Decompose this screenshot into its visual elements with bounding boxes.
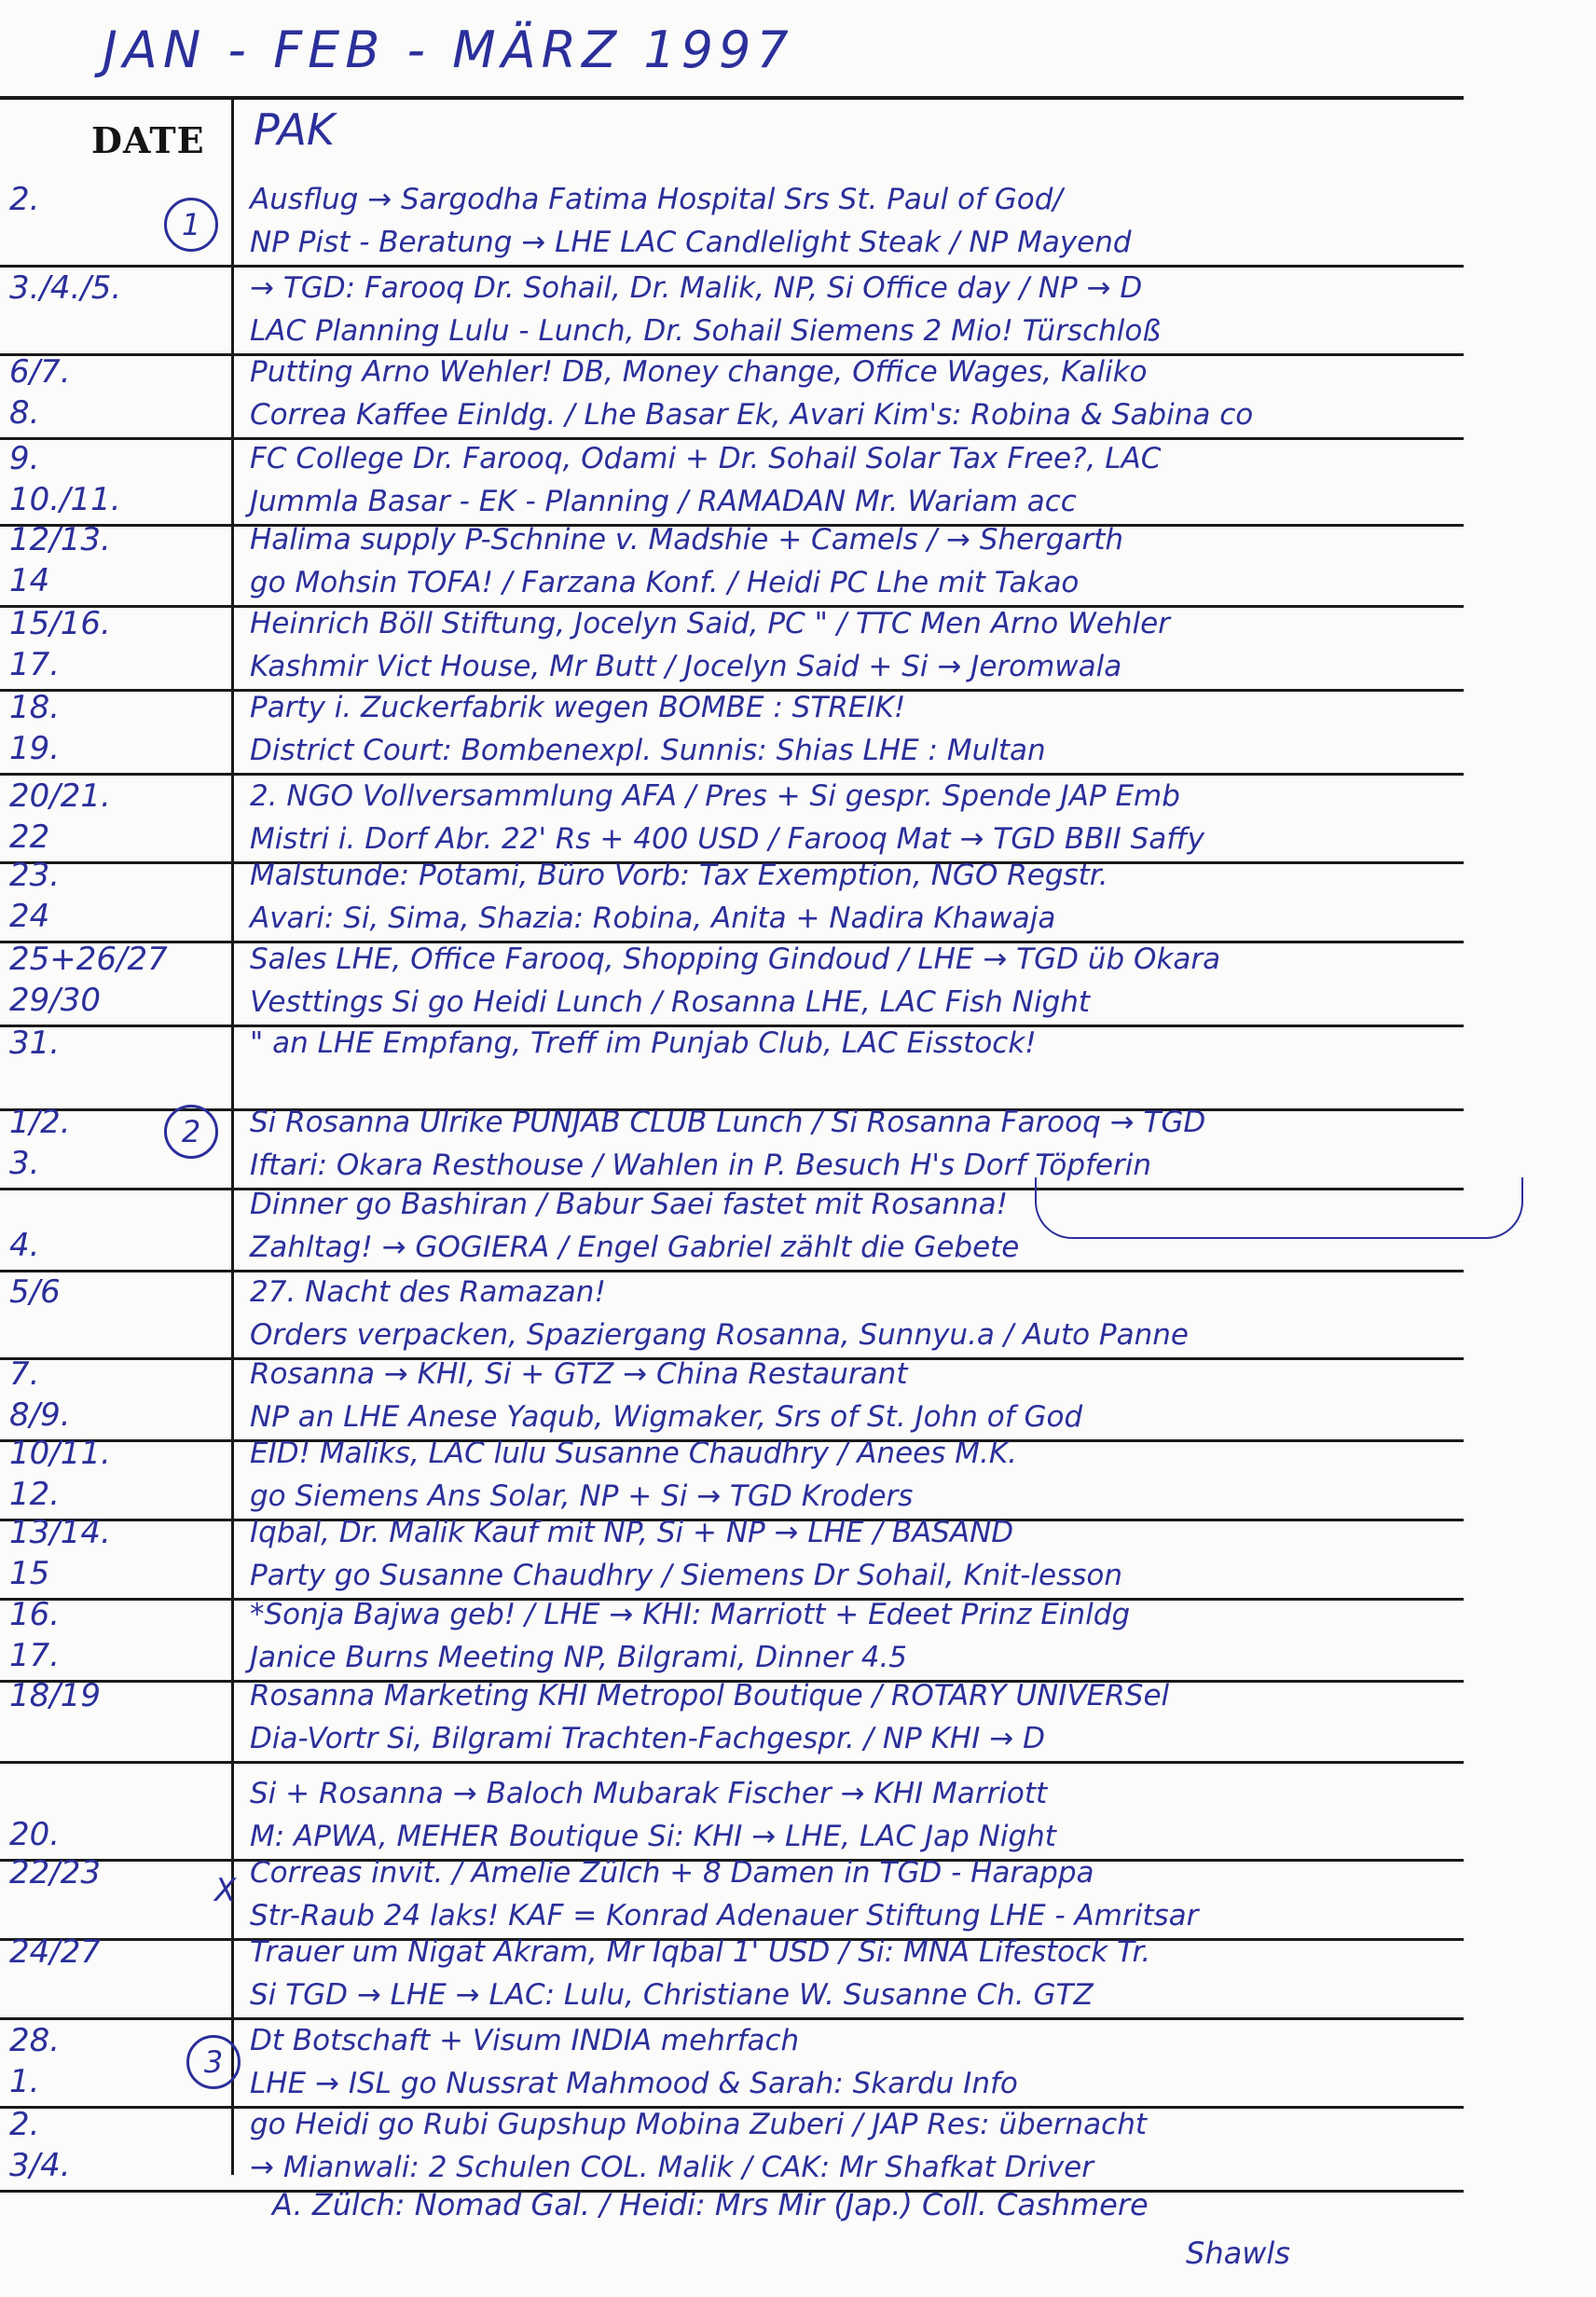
entry-date-secondary: 20. [9, 1816, 61, 1853]
entry-row [0, 436, 1464, 530]
circled-mark: 2 [164, 1105, 218, 1159]
entry-row [0, 1510, 1464, 1603]
entry-text-line: Avari: Si, Sima, Shazia: Robina, Anita + Nadira Khawaja [250, 901, 1056, 935]
circled-mark: 3 [186, 2035, 241, 2089]
entry-row [0, 937, 1464, 1030]
entry-text-line: Heinrich Böll Stiftung, Jocelyn Said, PC " / TTC Men Arno Wehler [250, 607, 1170, 640]
entry-row [0, 2102, 1464, 2195]
entry-date: 24/27 [9, 1933, 101, 1971]
entry-text-line: LHE → ISL go Nussrat Mahmood & Sarah: Skardu Info [250, 2067, 1018, 2100]
entry-text-line: M: APWA, MEHER Boutique Si: KHI → LHE, LAC Jap Night [250, 1820, 1056, 1853]
entry-date-secondary: 29/30 [9, 982, 101, 1019]
entry-text-line: Correa Kaffee Einldg. / Lhe Basar Ek, Avari Kim's: Robina & Sabina co [250, 398, 1254, 432]
entry-date: 20/21. [9, 777, 111, 815]
entry-text-line: 2. NGO Vollversammlung AFA / Pres + Si gespr. Spende JAP Emb [250, 779, 1180, 813]
entry-text-line: Malstunde: Potami, Büro Vorb: Tax Exemption, NGO Regstr. [250, 859, 1108, 892]
entry-date: 2. [9, 2106, 40, 2143]
entry-date: 3./4./5. [9, 269, 122, 307]
entry-text-line: → Mianwali: 2 Schulen COL. Malik / CAK: Mr Shafkat Driver [250, 2151, 1094, 2184]
entry-date-secondary: 1. [9, 2063, 40, 2100]
entry-text-line: Dia-Vortr Si, Bilgrami Trachten-Fachgespr. / NP KHI → D [250, 1722, 1045, 1755]
entry-date: 5/6 [9, 1273, 61, 1311]
entry-text-line: Mistri i. Dorf Abr. 22' Rs + 400 USD / Farooq Mat → TGD BBII Saffy [250, 822, 1205, 856]
entry-text-line: EID! Maliks, LAC lulu Susanne Chaudhry / Anees M.K. [250, 1437, 1017, 1470]
entry-text-line: Dinner go Bashiran / Babur Saei fastet mit Rosanna! [250, 1188, 1009, 1221]
entry-row [0, 853, 1464, 946]
date-column-header: DATE [91, 119, 205, 161]
entry-text-line: District Court: Bombenexpl. Sunnis: Shias LHE : Multan [250, 734, 1046, 767]
entry-text-line: go Siemens Ans Solar, NP + Si → TGD Kroders [250, 1479, 914, 1513]
entry-date: 28. [9, 2022, 61, 2059]
entry-text-line: Rosanna → KHI, Si + GTZ → China Restaurant [250, 1357, 908, 1391]
entry-row [0, 601, 1464, 695]
entry-date: 23. [9, 857, 61, 894]
entry-row [0, 517, 1464, 611]
entry-text-line: NP an LHE Anese Yaqub, Wigmaker, Srs of St. John of God [250, 1400, 1083, 1434]
entry-text-line: Party i. Zuckerfabrik wegen BOMBE : STREIK! [250, 691, 906, 724]
entry-text-line: Putting Arno Wehler! DB, Money change, Office Wages, Kaliko [250, 355, 1148, 389]
entry-text-line: Halima supply P-Schnine v. Madshie + Camels / → Shergarth [250, 523, 1124, 557]
entry-text-line: Str-Raub 24 laks! KAF = Konrad Adenauer Stiftung LHE - Amritsar [250, 1899, 1199, 1933]
entry-text-line: 27. Nacht des Ramazan! [250, 1275, 606, 1309]
entry-date: 1/2. [9, 1104, 71, 1141]
entry-text-line: Ausflug → Sargodha Fatima Hospital Srs St. Paul of God/ [250, 183, 1063, 216]
entry-date: 22/23 [9, 1854, 101, 1891]
entry-date-secondary: 24 [9, 898, 50, 935]
entry-date: 25+26/27 [9, 941, 168, 978]
entry-text-line: " an LHE Empfang, Treff im Punjab Club, LAC Eisstock! [250, 1026, 1037, 1060]
entry-text-line: Dt Botschaft + Visum INDIA mehrfach [250, 2024, 800, 2057]
entry-row [0, 1930, 1464, 2023]
entry-text-line: Trauer um Nigat Akram, Mr Iqbal 1' USD / Si: MNA Lifestock Tr. [250, 1935, 1151, 1969]
entry-text-line: Vesttings Si go Heidi Lunch / Rosanna LHE, LAC Fish Night [250, 985, 1091, 1019]
entry-text-line: go Heidi go Rubi Gupshup Mobina Zuberi / JAP Res: übernacht [250, 2108, 1148, 2141]
entry-row [0, 266, 1464, 359]
entry-date: 16. [9, 1596, 61, 1633]
entry-date-secondary: 3. [9, 1145, 40, 1182]
entry-date-secondary: 8/9. [9, 1396, 71, 1434]
place-header: PAK [254, 104, 336, 155]
entry-text-line: Zahltag! → GOGIERA / Engel Gabriel zählt die Gebete [250, 1231, 1020, 1264]
entry-text-line: → TGD: Farooq Dr. Sohail, Dr. Malik, NP, Si Office day / NP → D [250, 271, 1143, 305]
entry-date: 6/7. [9, 353, 71, 391]
entry-text-line: Si + Rosanna → Baloch Mubarak Fischer → KHI Marriott [250, 1777, 1048, 1810]
entry-date-secondary: 17. [9, 646, 61, 683]
entry-text-line: Correas invit. / Amelie Zülch + 8 Damen in TGD - Harappa [250, 1856, 1094, 1890]
entry-text-line: NP Pist - Beratung → LHE LAC Candlelight Steak / NP Mayend [250, 226, 1132, 259]
entry-date-secondary: 17. [9, 1637, 61, 1674]
entry-date: 15/16. [9, 605, 111, 642]
entry-text-line: *Sonja Bajwa geb! / LHE → KHI: Marriott + Edeet Prinz Einldg [250, 1598, 1131, 1631]
entry-text-line: Jummla Basar - EK - Planning / RAMADAN Mr. Wariam acc [250, 485, 1077, 518]
entry-date-secondary: 12. [9, 1476, 61, 1513]
entry-date: 10/11. [9, 1435, 111, 1472]
entry-text-line: Party go Susanne Chaudhry / Siemens Dr Sohail, Knit-lesson [250, 1559, 1122, 1592]
entry-text-line: Iqbal, Dr. Malik Kauf mit NP, Si + NP → LHE / BASAND [250, 1516, 1014, 1549]
circled-mark: 1 [164, 198, 218, 252]
page-title: JAN - FEB - MÄRZ 1997 [103, 21, 794, 79]
entry-date: 9. [9, 440, 40, 477]
entry-text-line: go Mohsin TOFA! / Farzana Konf. / Heidi PC Lhe mit Takao [250, 566, 1080, 599]
entry-text-line: Janice Burns Meeting NP, Bilgrami, Dinner 4.5 [250, 1641, 908, 1674]
footer-note-continued: Shawls [1186, 2235, 1290, 2271]
entry-date: 18/19 [9, 1677, 101, 1714]
entry-date: 2. [9, 181, 40, 218]
entry-text-line: FC College Dr. Farooq, Odami + Dr. Sohail Solar Tax Free?, LAC [250, 442, 1162, 475]
entry-date-secondary: 4. [9, 1227, 40, 1264]
entry-date: 7. [9, 1355, 40, 1393]
entry-text-line: Iftari: Okara Resthouse / Wahlen in P. Besuch H's Dorf Töpferin [250, 1148, 1152, 1182]
header-top-rule [0, 96, 1464, 100]
entry-text-line: Orders verpacken, Spaziergang Rosanna, Sunnyu.a / Auto Panne [250, 1318, 1189, 1352]
entry-date-secondary: 10./11. [9, 481, 121, 518]
side-x-mark: X [214, 1872, 237, 1909]
entry-date: 12/13. [9, 521, 111, 558]
entry-row [0, 350, 1464, 443]
entry-text-line: Si Rosanna Ulrike PUNJAB CLUB Lunch / Si Rosanna Farooq → TGD [250, 1106, 1206, 1139]
entry-row [0, 1270, 1464, 1363]
entry-row [0, 1592, 1464, 1685]
entry-text-line: Kashmir Vict House, Mr Butt / Jocelyn Said + Si → Jeromwala [250, 650, 1122, 683]
entry-date-secondary: 15 [9, 1555, 50, 1592]
entry-date-secondary: 19. [9, 730, 61, 767]
entry-date-secondary: 14 [9, 562, 50, 599]
entry-row [0, 1673, 1464, 1767]
entry-date-secondary: 8. [9, 394, 40, 432]
entry-text-line: LAC Planning Lulu - Lunch, Dr. Sohail Siemens 2 Mio! Türschloß [250, 314, 1161, 348]
entry-text-line: Si TGD → LHE → LAC: Lulu, Christiane W. Susanne Ch. GTZ [250, 1978, 1094, 2012]
entry-row [0, 177, 1464, 270]
entry-date: 13/14. [9, 1514, 111, 1551]
entry-date-secondary: 22 [9, 818, 50, 856]
entry-row [0, 685, 1464, 778]
entry-date: 31. [9, 1025, 61, 1062]
footer-note: A. Zülch: Nomad Gal. / Heidi: Mrs Mir (Jap.) Coll. Cashmere [272, 2187, 1149, 2222]
entry-text-line: Rosanna Marketing KHI Metropol Boutique / ROTARY UNIVERSel [250, 1679, 1170, 1712]
annotation-bubble [1035, 1177, 1523, 1239]
entry-date-secondary: 3/4. [9, 2147, 71, 2184]
row-rule [0, 1761, 1464, 1764]
entry-date: 18. [9, 689, 61, 726]
entry-text-line: Sales LHE, Office Farooq, Shopping Gindoud / LHE → TGD üb Okara [250, 942, 1221, 976]
